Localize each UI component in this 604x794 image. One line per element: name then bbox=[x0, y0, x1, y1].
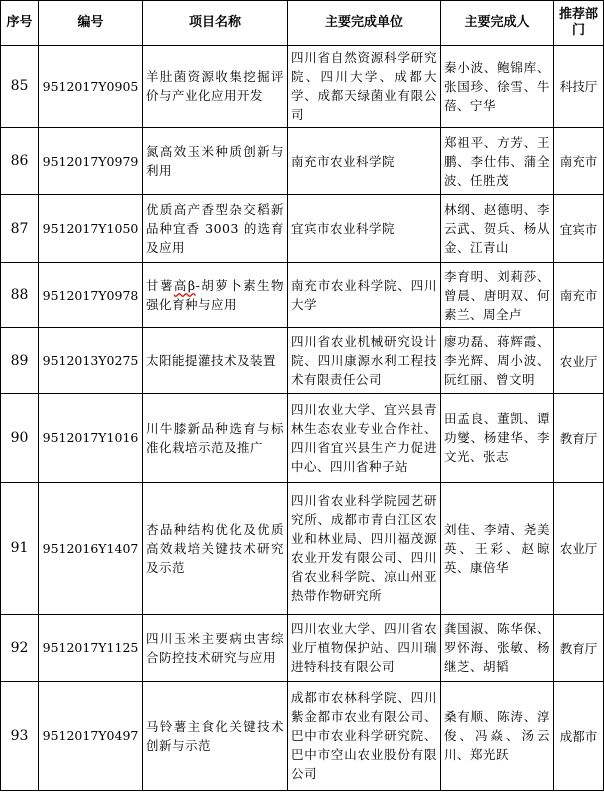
cell-code: 9512017Y1050 bbox=[39, 195, 143, 263]
table-row bbox=[1, 263, 604, 328]
cell-people: 桑有顺、陈涛、淳俊、冯焱、汤云川、郑光跃 bbox=[441, 681, 554, 790]
cell-unit: 南充市农业科学院、四川大学 bbox=[288, 263, 441, 328]
cell-unit: 南充市农业科学院 bbox=[288, 127, 441, 195]
cell-project: 氮高效玉米种质创新与利用 bbox=[143, 127, 288, 195]
cell-people: 李育明、刘莉莎、曾晨、唐明双、何素兰、周全卢 bbox=[441, 263, 554, 328]
cell-code: 9512013Y0275 bbox=[39, 328, 143, 394]
cell-project: 杏品种结构优化及优质高效栽培关键技术研究及示范 bbox=[143, 483, 288, 615]
cell-code: 9512017Y0497 bbox=[39, 681, 143, 790]
project-text-post: -胡萝卜素生物强化育种与应用 bbox=[146, 278, 284, 313]
cell-recommender: 教育厅 bbox=[554, 614, 604, 681]
header-people: 主要完成人 bbox=[441, 1, 554, 46]
cell-people: 龚国淑、陈华保、罗怀海、张敏、杨继芝、胡韬 bbox=[441, 614, 554, 681]
cell-code: 9512017Y0905 bbox=[39, 45, 143, 127]
cell-seq: 86 bbox=[1, 127, 39, 195]
cell-unit: 四川省自然资源科学研究院、四川大学、成都大学、成都天绿菌业有限公司 bbox=[288, 45, 441, 127]
table-row bbox=[1, 195, 604, 263]
table-row bbox=[1, 681, 604, 790]
table-row bbox=[1, 483, 604, 615]
cell-project: 优质高产香型杂交稻新品种宜香 3003 的选育及应用 bbox=[143, 195, 288, 263]
header-project: 项目名称 bbox=[143, 1, 288, 46]
cell-recommender: 教育厅 bbox=[554, 393, 604, 482]
cell-code: 9512017Y0978 bbox=[39, 263, 143, 328]
cell-seq: 90 bbox=[1, 393, 39, 482]
cell-code: 9512017Y1016 bbox=[39, 393, 143, 482]
cell-code: 9512017Y1125 bbox=[39, 614, 143, 681]
cell-seq: 93 bbox=[1, 681, 39, 790]
cell-project: 太阳能提灌技术及装置 bbox=[143, 328, 288, 394]
table-row bbox=[1, 127, 604, 195]
cell-code: 9512016Y1407 bbox=[39, 483, 143, 615]
table-row bbox=[1, 45, 604, 127]
cell-project: 四川玉米主要病虫害综合防控技术研究与应用 bbox=[143, 614, 288, 681]
cell-people: 秦小波、鲍锦库、张国珍、徐雪、牛蓓、宁华 bbox=[441, 45, 554, 127]
cell-unit: 四川省农业科学院园艺研究所、成都市青白江区农业和林业局、四川福茂源农业开发有限公司、四川省农业科学院、凉山州亚热带作物研究所 bbox=[288, 483, 441, 615]
cell-seq: 92 bbox=[1, 614, 39, 681]
cell-unit: 成都市农林科学院、四川紫金都市农业有限公司、巴中市农业科学研究院、巴中市空山农业股份有限公司 bbox=[288, 681, 441, 790]
header-code: 编号 bbox=[39, 1, 143, 46]
project-text-pre: 甘薯 bbox=[146, 278, 174, 294]
cell-seq: 91 bbox=[1, 483, 39, 615]
cell-recommender: 农业厅 bbox=[554, 483, 604, 615]
cell-project bbox=[143, 263, 288, 328]
cell-project: 羊肚菌资源收集挖掘评价与产业化应用开发 bbox=[143, 45, 288, 127]
cell-seq: 85 bbox=[1, 45, 39, 127]
cell-seq: 87 bbox=[1, 195, 39, 263]
cell-seq: 88 bbox=[1, 263, 39, 328]
table-row bbox=[1, 393, 604, 482]
cell-people: 田孟良、董凯、谭功燮、杨建华、李文光、张志 bbox=[441, 393, 554, 482]
cell-seq: 89 bbox=[1, 328, 39, 394]
table-row bbox=[1, 328, 604, 394]
cell-recommender: 南充市 bbox=[554, 127, 604, 195]
cell-recommender: 南充市 bbox=[554, 263, 604, 328]
cell-recommender: 农业厅 bbox=[554, 328, 604, 394]
header-unit: 主要完成单位 bbox=[288, 1, 441, 46]
cell-people: 林纲、赵德明、李云武、贺兵、杨从金、江青山 bbox=[441, 195, 554, 263]
cell-code: 9512017Y0979 bbox=[39, 127, 143, 195]
cell-recommender: 科技厅 bbox=[554, 45, 604, 127]
cell-people: 郑祖平、方芳、王鹏、李仕伟、蒲全波、任胜茂 bbox=[441, 127, 554, 195]
table-header-row bbox=[1, 1, 604, 46]
spellcheck-underlined-text: 高β bbox=[173, 278, 196, 294]
header-seq: 序号 bbox=[1, 1, 39, 46]
table-row bbox=[1, 614, 604, 681]
cell-people: 廖功磊、蒋辉霞、李光辉、周小波、阮红丽、曾文明 bbox=[441, 328, 554, 394]
cell-people: 刘佳、李靖、尧美英、王彩、赵晾英、康倍华 bbox=[441, 483, 554, 615]
cell-unit: 宜宾市农业科学院 bbox=[288, 195, 441, 263]
cell-project: 马铃薯主食化关键技术创新与示范 bbox=[143, 681, 288, 790]
cell-recommender: 宜宾市 bbox=[554, 195, 604, 263]
cell-unit: 四川农业大学、四川省农业厅植物保护站、四川瑞进特科技有限公司 bbox=[288, 614, 441, 681]
cell-project: 川牛膝新品种选育与标准化栽培示范及推广 bbox=[143, 393, 288, 482]
cell-recommender: 成都市 bbox=[554, 681, 604, 790]
cell-unit: 四川农业大学、宜兴县青林生态农业专业合作社、四川省宜兴县生产力促进中心、四川省种子站 bbox=[288, 393, 441, 482]
header-recommender: 推荐部门 bbox=[554, 1, 604, 46]
cell-unit: 四川省农业机械研究设计院、四川康源水利工程技术有限责任公司 bbox=[288, 328, 441, 394]
